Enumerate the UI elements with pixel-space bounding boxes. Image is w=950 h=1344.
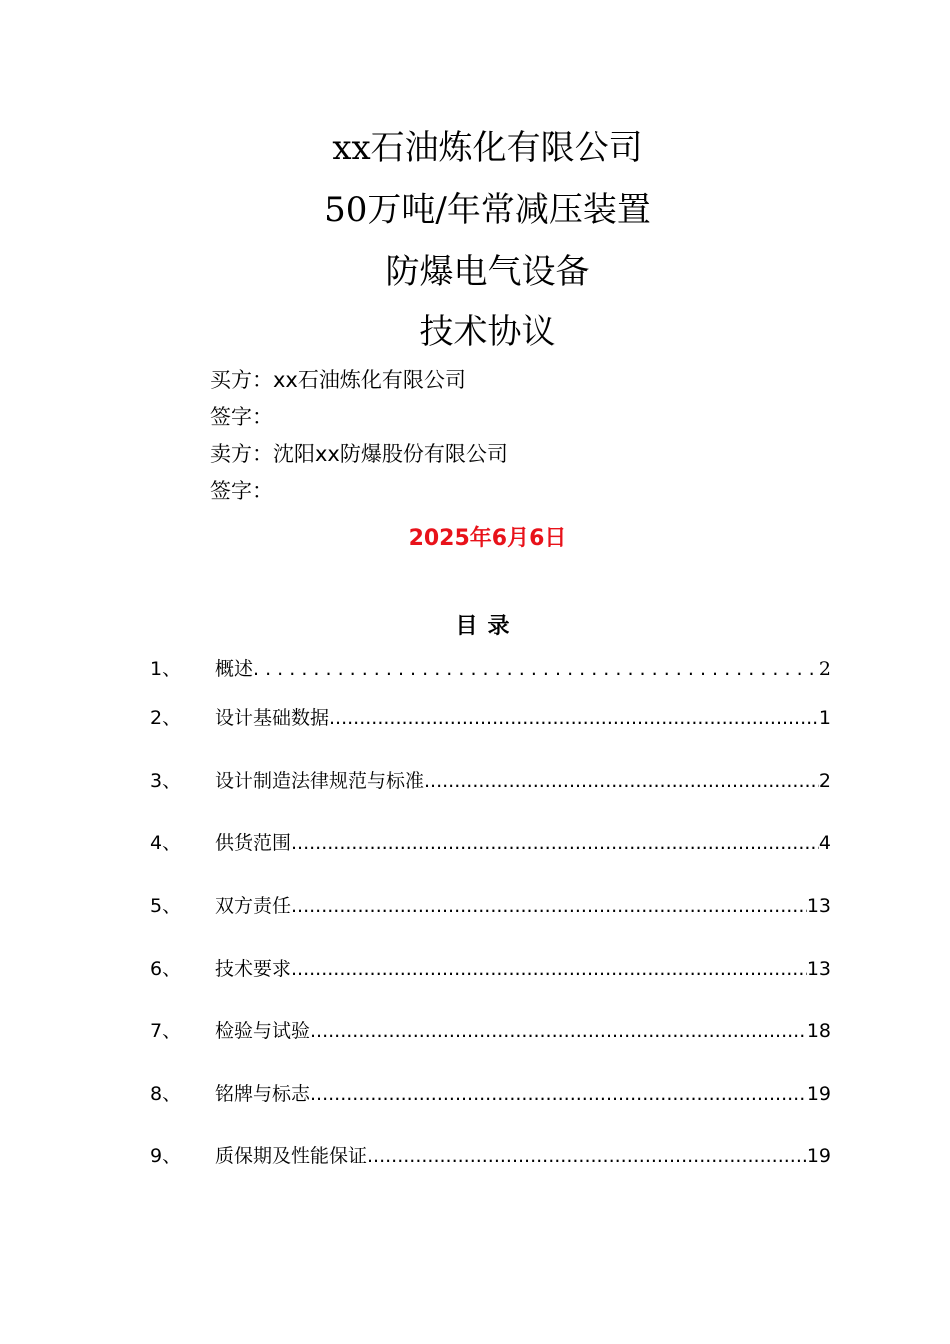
toc-row[interactable] [150, 1016, 831, 1046]
toc-row[interactable] [150, 891, 831, 921]
seller-line [210, 440, 508, 468]
toc-number: 6、 [150, 958, 182, 980]
seller-signature-label: 签字： [210, 479, 273, 503]
toc-leader [310, 1016, 807, 1046]
buyer-signature-line [210, 403, 273, 431]
toc-number: 9、 [150, 1145, 182, 1167]
toc-label: 检验与试验 [215, 1020, 311, 1042]
toc-page-number: 1 [818, 707, 831, 729]
buyer-signature-label: 签字： [210, 405, 273, 429]
title-agreement: 技术协议 [419, 312, 556, 352]
toc-label: 概述 [215, 658, 254, 680]
buyer-line [210, 366, 466, 394]
toc-row[interactable] [150, 703, 831, 733]
toc-number: 8、 [150, 1083, 182, 1105]
toc-label: 双方责任 [215, 895, 292, 917]
seller-signature-line [210, 477, 273, 505]
toc-leader [253, 654, 819, 684]
toc-label: 技术要求 [215, 958, 292, 980]
toc-number: 4、 [150, 832, 182, 854]
toc-row[interactable] [150, 654, 831, 684]
toc-page-number: 2 [818, 658, 831, 680]
toc-page-number: 19 [806, 1083, 831, 1105]
title-project: 50万吨/年常减压装置 [324, 190, 651, 230]
toc-entry [215, 828, 831, 858]
toc-leader [367, 1141, 807, 1171]
toc-page-number: 18 [806, 1020, 831, 1042]
buyer-name: xx石油炼化有限公司 [273, 368, 466, 392]
toc-entry [215, 654, 831, 684]
buyer-label: 买方： [210, 368, 273, 392]
toc-entry [215, 954, 831, 984]
toc-label: 铭牌与标志 [215, 1083, 311, 1105]
toc-leader [291, 891, 807, 921]
toc-entry [215, 766, 831, 796]
toc-number: 5、 [150, 895, 182, 917]
toc-page-number: 2 [818, 770, 831, 792]
toc-row[interactable] [150, 766, 831, 796]
seller-label: 卖方： [210, 442, 273, 466]
toc-page-number: 19 [806, 1145, 831, 1167]
toc-label: 设计制造法律规范与标准 [215, 770, 425, 792]
toc-row[interactable] [150, 1079, 831, 1109]
toc-leader [310, 1079, 807, 1109]
toc-entry [215, 1141, 831, 1171]
toc-entry [215, 891, 831, 921]
toc-page-number: 4 [818, 832, 831, 854]
toc-number: 2、 [150, 707, 182, 729]
toc-leader [424, 766, 819, 796]
toc-entry [215, 1016, 831, 1046]
toc-leader [329, 703, 819, 733]
toc-title: 目录 [455, 614, 520, 639]
toc-number: 3、 [150, 770, 182, 792]
toc-label: 供货范围 [215, 832, 292, 854]
toc-page-number: 13 [806, 958, 831, 980]
toc-number: 1、 [150, 658, 182, 680]
toc-label: 设计基础数据 [215, 707, 330, 729]
title-company: xx石油炼化有限公司 [332, 128, 643, 168]
toc-number: 7、 [150, 1020, 182, 1042]
title-equipment: 防爆电气设备 [385, 252, 590, 292]
seller-name: 沈阳xx防爆股份有限公司 [273, 442, 508, 466]
toc-row[interactable] [150, 828, 831, 858]
toc-label: 质保期及性能保证 [215, 1145, 368, 1167]
toc-row[interactable] [150, 1141, 831, 1171]
toc-entry [215, 1079, 831, 1109]
agreement-date: 2025年6月6日 [408, 526, 567, 551]
toc-leader [291, 954, 807, 984]
toc-page-number: 13 [806, 895, 831, 917]
toc-row[interactable] [150, 954, 831, 984]
toc-entry [215, 703, 831, 733]
toc-leader [291, 828, 819, 858]
